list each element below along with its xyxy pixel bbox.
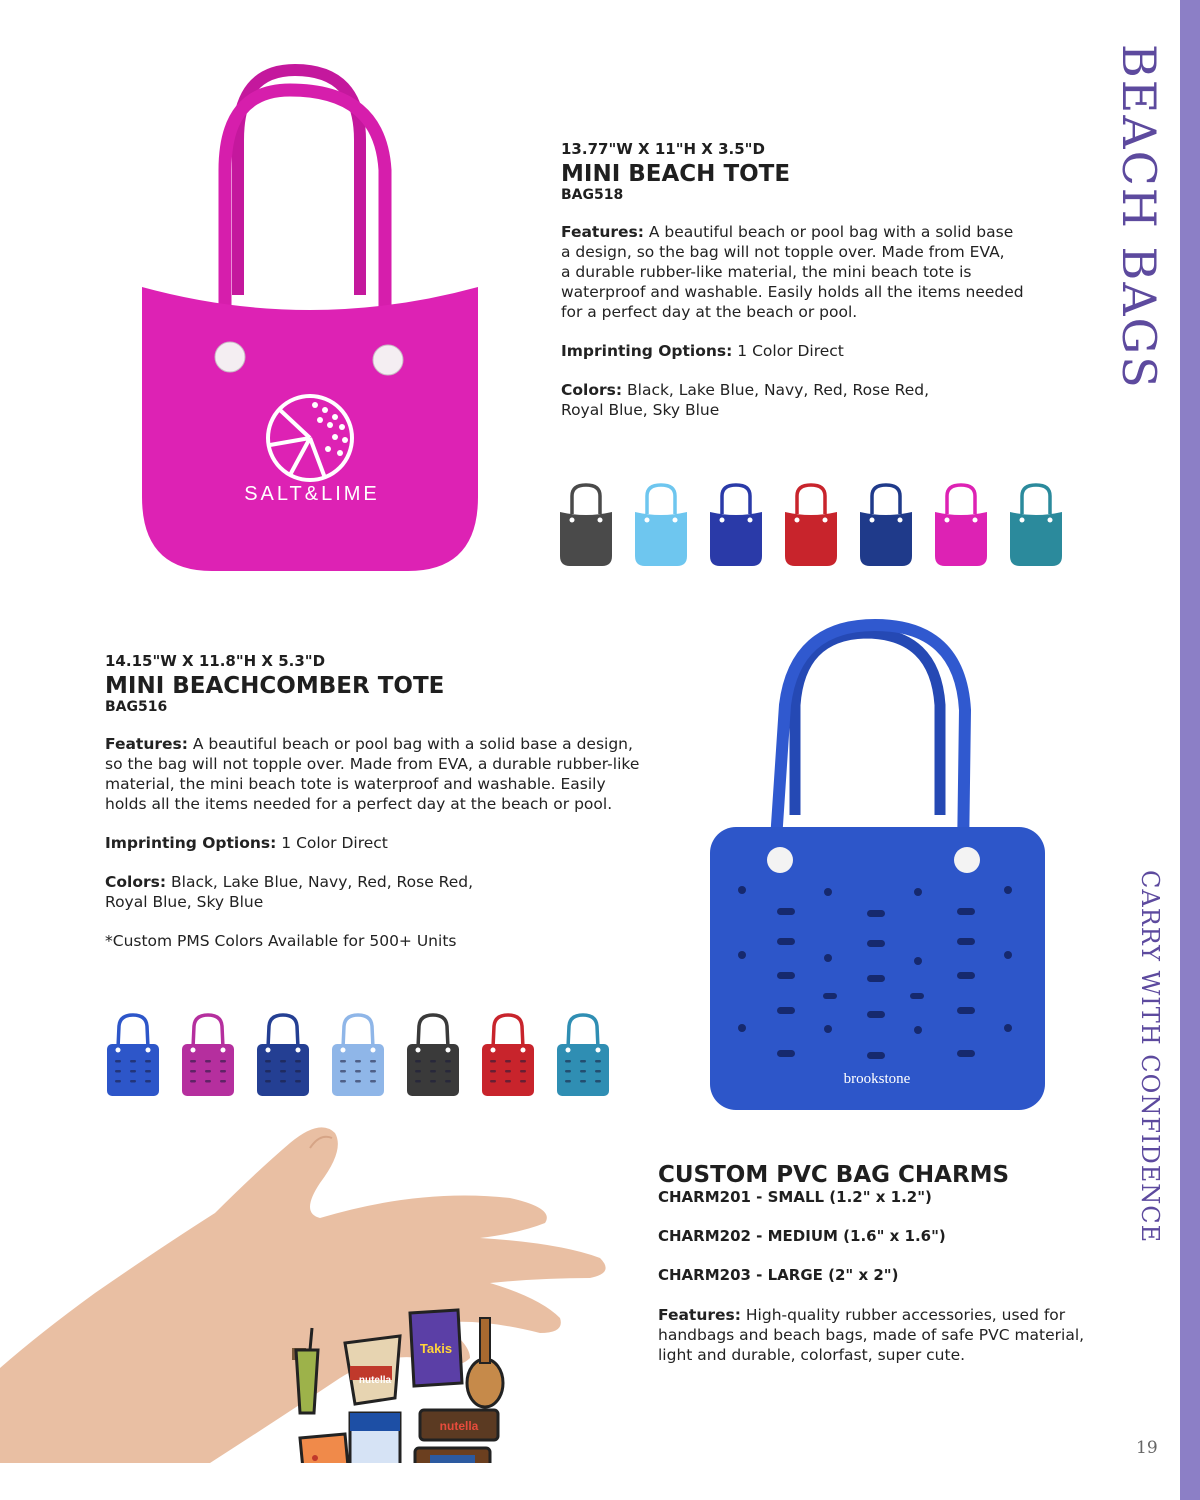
color-swatch-bag (1008, 482, 1064, 568)
product-name: MINI BEACHCOMBER TOTE (105, 673, 445, 699)
color-swatch-bag (633, 482, 689, 568)
product-dimensions: 14.15"W X 11.8"H X 5.3"D (105, 652, 326, 670)
color-swatch-bag (858, 482, 914, 568)
charm-label: Takis (419, 1341, 453, 1356)
features-line: High-quality rubber accessories, used for (745, 1306, 1066, 1324)
features-line: a design, so the bag will not topple over. Made from EVA, (561, 243, 1005, 261)
colors-label: Colors: (561, 381, 623, 399)
tote-handle-back (795, 633, 940, 815)
colors-paragraph (105, 872, 685, 912)
colors-line: Royal Blue, Sky Blue (561, 401, 720, 419)
features-line: for a perfect day at the beach or pool. (561, 303, 858, 321)
charm-takis (410, 1310, 462, 1386)
features-paragraph (105, 734, 685, 814)
colors-label: Colors: (105, 873, 167, 891)
mini-beachcomber-tote-color-swatches (105, 1012, 611, 1098)
features-line: A beautiful beach or pool bag with a solid base (648, 223, 1014, 241)
hand-with-charms-image (0, 1118, 620, 1463)
page-number: 19 (1136, 1438, 1158, 1458)
tote-button-right (373, 345, 403, 375)
features-line: holds all the items needed for a perfect day at the beach or pool. (105, 795, 613, 813)
colors-line: Royal Blue, Sky Blue (105, 893, 264, 911)
colors-paragraph (561, 380, 1076, 420)
salt-lime-logo-text: SALT&LIME (244, 483, 380, 505)
imprint-label: Imprinting Options: (105, 834, 277, 852)
charm-size-line: CHARM202 - MEDIUM (1.6" x 1.6") (658, 1227, 946, 1245)
imprint-label: Imprinting Options: (561, 342, 733, 360)
charm-box (350, 1413, 400, 1463)
imprint-value: 1 Color Direct (737, 342, 844, 360)
charm-juice (300, 1434, 350, 1463)
color-swatch-bag (708, 482, 764, 568)
charm-noodle-cup (345, 1336, 400, 1404)
imprint-paragraph (561, 341, 1076, 361)
tote-button-left (215, 342, 245, 372)
product-name: MINI BEACH TOTE (561, 161, 791, 187)
charm-label: nutella (439, 1419, 479, 1433)
charm-label: nutella (358, 1375, 392, 1386)
charm-size-line: CHARM201 - SMALL (1.2" x 1.2") (658, 1188, 932, 1206)
features-line: handbags and beach bags, made of safe PVC material, (658, 1326, 1085, 1344)
custom-pms-note: *Custom PMS Colors Available for 500+ Units (105, 932, 457, 950)
charm-chocolate-bar (415, 1448, 490, 1463)
product-sku: BAG516 (105, 699, 168, 715)
section-title: BEACH BAGS (1112, 44, 1166, 390)
color-swatch-bag (330, 1012, 386, 1098)
product-sku: BAG518 (561, 187, 624, 203)
charm-oud (467, 1318, 503, 1407)
charm-nutella-bar (420, 1410, 498, 1440)
features-line: light and durable, colorfast, super cute. (658, 1346, 966, 1364)
charm-size-line: CHARM203 - LARGE (2" x 2") (658, 1266, 899, 1284)
imprint-value: 1 Color Direct (281, 834, 388, 852)
bag-charms-info (658, 1162, 1128, 1365)
features-label: Features: (561, 223, 644, 241)
sidebar-band (1180, 0, 1200, 1500)
color-swatch-bag (783, 482, 839, 568)
colors-line: Black, Lake Blue, Navy, Red, Rose Red, (627, 381, 930, 399)
color-swatch-bag (558, 482, 614, 568)
color-swatch-bag (255, 1012, 311, 1098)
tote-body (142, 287, 478, 571)
product-dimensions: 13.77"W X 11"H X 3.5"D (561, 140, 765, 158)
colors-line: Black, Lake Blue, Navy, Red, Rose Red, (171, 873, 474, 891)
features-line: A beautiful beach or pool bag with a solid base a design, (192, 735, 633, 753)
features-line: material, the mini beach tote is waterproof and washable. Easily (105, 775, 606, 793)
features-label: Features: (658, 1306, 741, 1324)
tote-button-left (767, 847, 793, 873)
mini-beach-tote-info (561, 140, 1076, 420)
features-label: Features: (105, 735, 188, 753)
mini-beach-tote-color-swatches (558, 482, 1064, 568)
features-line: a durable rubber-like material, the mini beach tote is (561, 263, 972, 281)
color-swatch-bag (180, 1012, 236, 1098)
brookstone-logo-text: brookstone (843, 1071, 911, 1087)
mini-beach-tote-image (130, 55, 490, 580)
color-swatch-bag (480, 1012, 536, 1098)
color-swatch-bag (405, 1012, 461, 1098)
features-paragraph (561, 222, 1076, 322)
color-swatch-bag (555, 1012, 611, 1098)
charms-title: CUSTOM PVC BAG CHARMS (658, 1162, 1010, 1188)
features-line: so the bag will not topple over. Made from EVA, a durable rubber-like (105, 755, 640, 773)
mini-beachcomber-tote-info (105, 652, 685, 951)
imprint-paragraph (105, 833, 685, 853)
color-swatch-bag (933, 482, 989, 568)
features-line: waterproof and washable. Easily holds all the items needed (561, 283, 1024, 301)
tote-button-right (954, 847, 980, 873)
mini-beachcomber-tote-image (705, 615, 1050, 1115)
charms-features-paragraph (658, 1305, 1128, 1365)
color-swatch-bag (105, 1012, 161, 1098)
section-tagline: CARRY WITH CONFIDENCE (1136, 870, 1164, 1244)
tote-body (710, 827, 1045, 1110)
